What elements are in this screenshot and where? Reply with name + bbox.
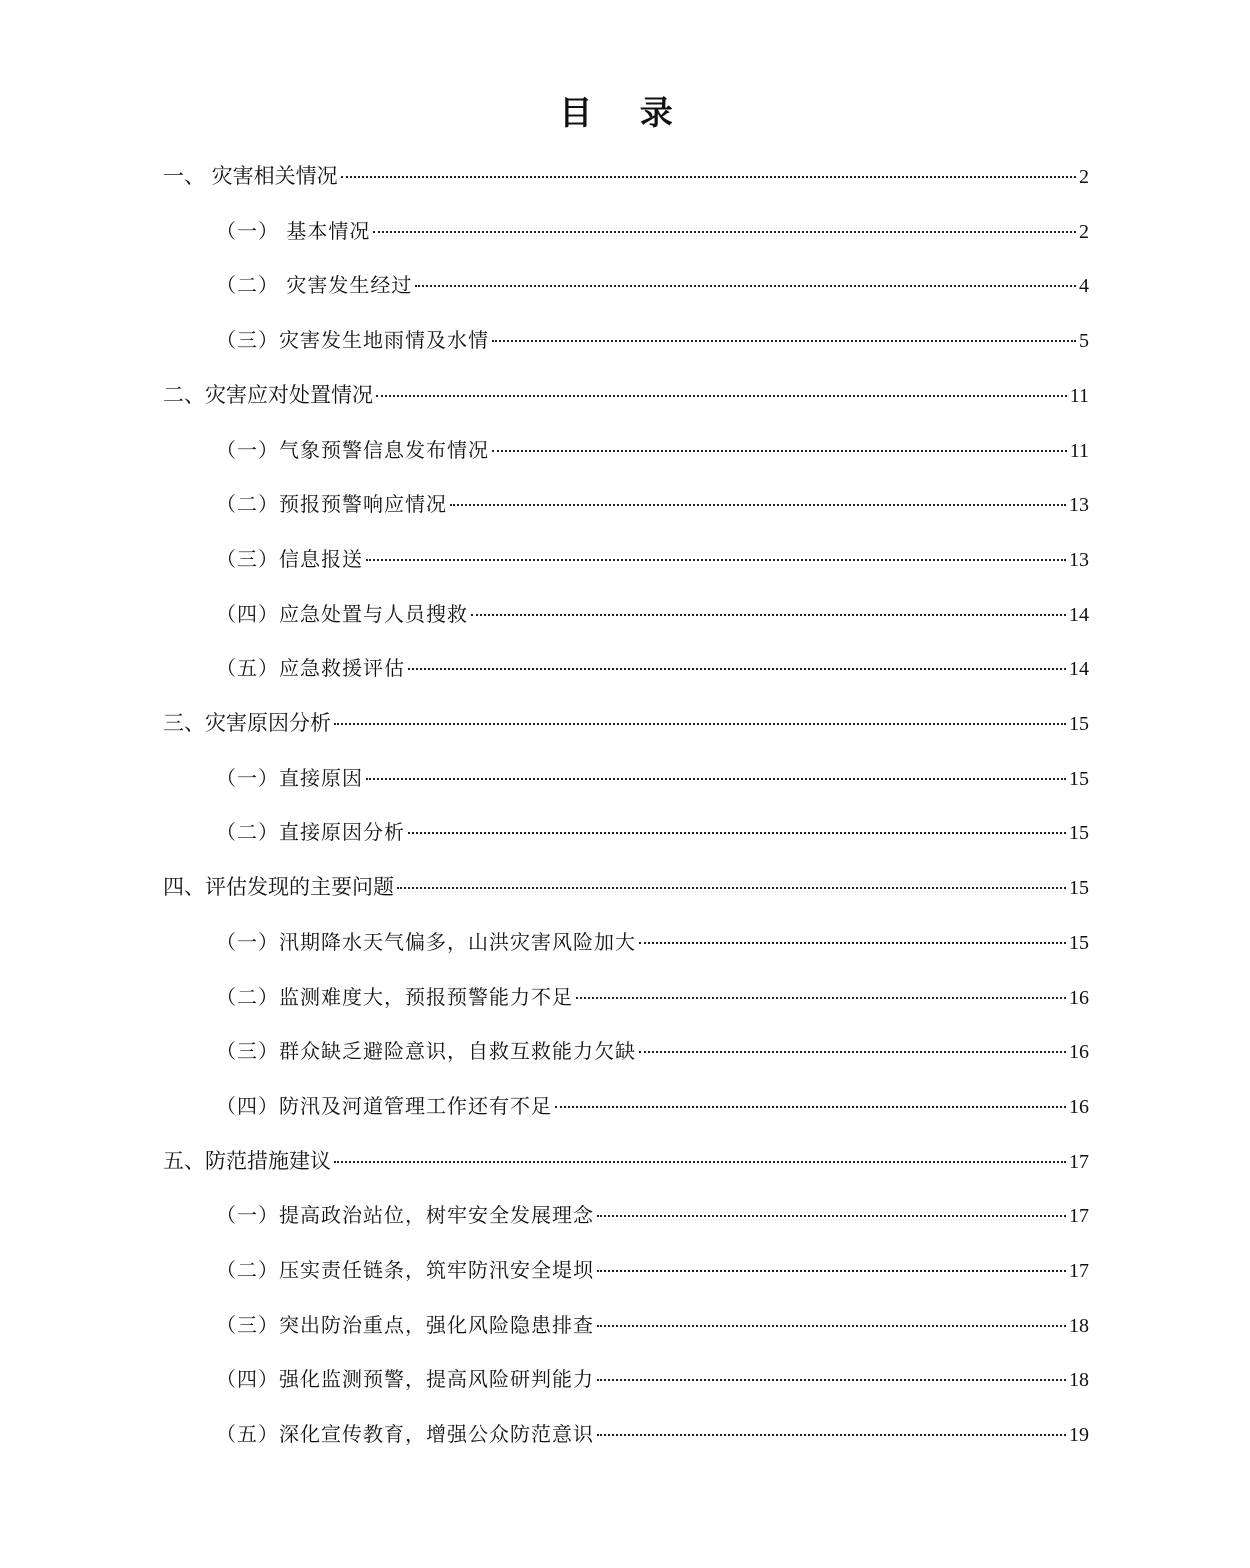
toc-entry-label: （四）防汛及河道管理工作还有不足: [216, 1093, 552, 1118]
toc-entry-label: 二、灾害应对处置情况: [163, 382, 373, 407]
toc-dot-leader: [376, 395, 1067, 397]
toc-page-number: 15: [1069, 931, 1089, 954]
toc-page-number: 11: [1069, 384, 1089, 407]
toc-dot-leader: [597, 1434, 1066, 1436]
toc-page-number: 14: [1069, 603, 1089, 626]
toc-entry-label: （二） 灾害发生经过: [216, 273, 413, 298]
toc-subsection-entry[interactable]: [216, 924, 1089, 960]
toc-subsection-entry[interactable]: [216, 541, 1089, 577]
toc-page-number: 17: [1069, 1205, 1089, 1228]
toc-subsection-entry[interactable]: [216, 213, 1089, 249]
toc-dot-leader: [408, 668, 1066, 670]
toc-dot-leader: [492, 340, 1076, 342]
toc-section-entry[interactable]: [163, 1143, 1089, 1179]
toc-page-number: 16: [1069, 1095, 1089, 1118]
toc-page-number: 17: [1069, 1150, 1089, 1173]
toc-dot-leader: [366, 559, 1066, 561]
toc-entry-label: 一、 灾害相关情况: [163, 164, 338, 188]
toc-page-number: 2: [1079, 166, 1089, 188]
toc-page-number: 16: [1069, 1041, 1089, 1064]
toc-dot-leader: [597, 1379, 1066, 1381]
toc-page-number: 4: [1079, 275, 1089, 298]
toc-dot-leader: [373, 231, 1076, 233]
toc-section-entry[interactable]: [163, 158, 1089, 194]
toc-dot-leader: [450, 504, 1066, 506]
toc-entry-label: （一）提高政治站位，树牢安全发展理念: [216, 1203, 594, 1228]
toc-entry-label: （一）汛期降水天气偏多，山洪灾害风险加大: [216, 929, 636, 954]
toc-page-number: 16: [1069, 986, 1089, 1009]
toc-page-number: 18: [1069, 1369, 1089, 1392]
toc-dot-leader: [415, 285, 1076, 287]
toc-subsection-entry[interactable]: [216, 814, 1089, 850]
toc-entry-label: （二）直接原因分析: [216, 820, 405, 845]
toc-dot-leader: [597, 1215, 1066, 1217]
toc-entry-label: （二）预报预警响应情况: [216, 492, 447, 517]
toc-entry-label: 四、评估发现的主要问题: [163, 875, 394, 900]
toc-page-number: 5: [1079, 330, 1089, 353]
toc-page-number: 15: [1069, 822, 1089, 845]
toc-section-entry[interactable]: [163, 377, 1089, 413]
toc-subsection-entry[interactable]: [216, 1197, 1089, 1233]
toc-entry-label: （三）突出防治重点，强化风险隐患排查: [216, 1312, 594, 1337]
toc-entry-label: （四）应急处置与人员搜救: [216, 601, 468, 626]
toc-dot-leader: [597, 1325, 1066, 1327]
toc-dot-leader: [471, 614, 1066, 616]
toc-subsection-entry[interactable]: [216, 650, 1089, 686]
toc-dot-leader: [492, 450, 1067, 452]
toc-subsection-entry[interactable]: [216, 1252, 1089, 1288]
toc-entry-label: （一）直接原因: [216, 765, 363, 790]
toc-page-number: 11: [1069, 439, 1089, 462]
toc-dot-leader: [639, 942, 1066, 944]
page-title: 目 录: [559, 93, 691, 132]
toc-subsection-entry[interactable]: [216, 1307, 1089, 1343]
toc-section-entry[interactable]: [163, 869, 1089, 905]
toc-dot-leader: [408, 832, 1066, 834]
toc-page-number: 15: [1069, 877, 1089, 900]
toc-subsection-entry[interactable]: [216, 1416, 1089, 1452]
toc-entry-label: 三、灾害原因分析: [163, 711, 331, 735]
toc-dot-leader: [397, 887, 1066, 889]
toc-dot-leader: [366, 778, 1066, 780]
toc-page-number: 15: [1069, 713, 1089, 735]
toc-subsection-entry[interactable]: [216, 596, 1089, 632]
toc-dot-leader: [576, 997, 1066, 999]
toc-subsection-entry[interactable]: [216, 1361, 1089, 1397]
toc-subsection-entry[interactable]: [216, 432, 1089, 468]
toc-subsection-entry[interactable]: [216, 760, 1089, 796]
toc-entry-label: （三）灾害发生地雨情及水情: [216, 328, 489, 353]
toc-page-number: 15: [1069, 767, 1089, 790]
toc-entry-label: （三）群众缺乏避险意识，自救互救能力欠缺: [216, 1039, 636, 1064]
toc-entry-label: （二）监测难度大，预报预警能力不足: [216, 984, 573, 1009]
toc-entry-label: 五、防范措施建议: [163, 1148, 331, 1173]
toc-dot-leader: [555, 1106, 1066, 1108]
toc-page-number: 13: [1069, 548, 1089, 571]
toc-subsection-entry[interactable]: [216, 486, 1089, 522]
toc-dot-leader: [341, 176, 1076, 178]
toc-entry-label: （四）强化监测预警，提高风险研判能力: [216, 1367, 594, 1392]
toc-entry-label: （二）压实责任链条，筑牢防汛安全堤坝: [216, 1258, 594, 1282]
toc-subsection-entry[interactable]: [216, 267, 1089, 303]
toc-dot-leader: [639, 1051, 1066, 1053]
toc-entry-label: （一）气象预警信息发布情况: [216, 437, 489, 462]
toc-section-entry[interactable]: [163, 705, 1089, 741]
toc-page-number: 18: [1069, 1314, 1089, 1337]
toc-entry-label: （五）深化宣传教育，增强公众防范意识: [216, 1422, 594, 1447]
toc-page-number: 13: [1069, 494, 1089, 517]
toc-entry-label: （三）信息报送: [216, 546, 363, 571]
toc-dot-leader: [334, 1161, 1066, 1163]
toc-page-number: 2: [1079, 220, 1089, 243]
toc-entry-label: （一） 基本情况: [216, 218, 371, 243]
toc-page-number: 17: [1069, 1260, 1089, 1282]
toc-dot-leader: [597, 1270, 1066, 1272]
toc-subsection-entry[interactable]: [216, 322, 1089, 358]
toc-page-number: 19: [1069, 1424, 1089, 1447]
toc-subsection-entry[interactable]: [216, 1033, 1089, 1069]
toc-entry-label: （五）应急救援评估: [216, 656, 405, 681]
toc-subsection-entry[interactable]: [216, 1088, 1089, 1124]
toc-subsection-entry[interactable]: [216, 979, 1089, 1015]
toc-page-number: 14: [1069, 658, 1089, 681]
toc-dot-leader: [334, 723, 1066, 725]
